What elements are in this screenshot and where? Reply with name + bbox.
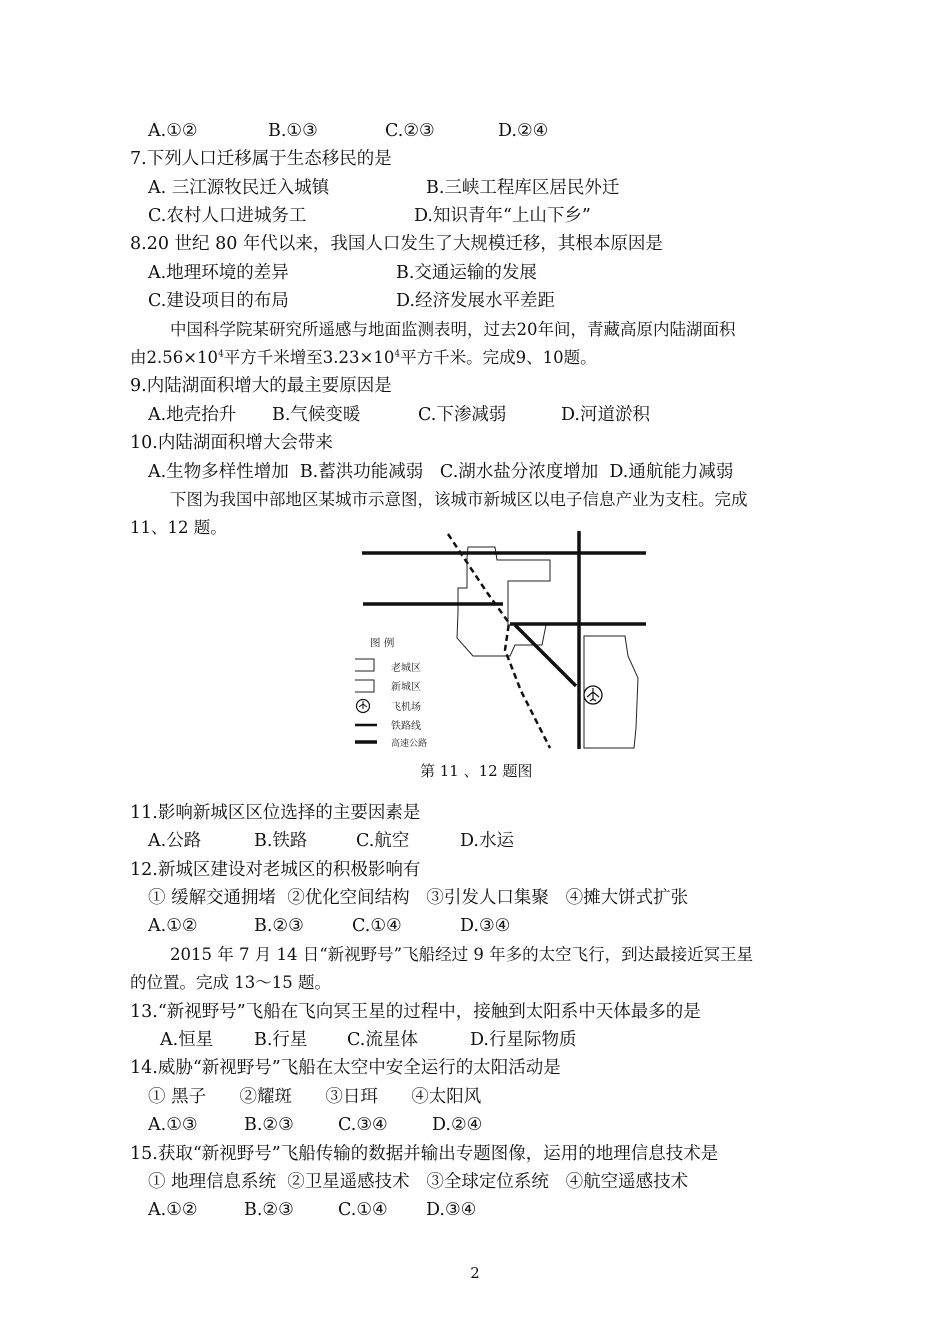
q14-option-d: D.②④ — [432, 1115, 483, 1135]
q14-option-b: B.②③ — [244, 1115, 294, 1135]
highway-line — [515, 625, 576, 686]
question-14: 14.威胁“新视野号”飞船在太空中安全运行的太阳活动是 — [130, 1058, 561, 1078]
legend-old-city-swatch — [355, 659, 374, 671]
q7-option-c: C.农村人口进城务工 — [148, 206, 307, 226]
q9-option-b: B.气候变暖 — [272, 405, 361, 425]
option-a: A.①② — [148, 121, 198, 141]
q12-option-c: C.①④ — [352, 916, 402, 936]
option-c: C.②③ — [385, 121, 435, 141]
legend-title: 图 例 — [370, 637, 395, 649]
q11-option-c: C.航空 — [356, 831, 410, 851]
q12-option-b: B.②③ — [254, 916, 304, 936]
q14-items: ① 黑子 ②耀斑 ③日珥 ④太阳风 — [148, 1087, 482, 1107]
q13-option-d: D.行星际物质 — [470, 1030, 577, 1050]
legend-railway-label: 铁路线 — [391, 721, 421, 732]
q9-option-a: A.地壳抬升 — [148, 405, 237, 425]
q7-option-b: B.三峡工程库区居民外迁 — [426, 178, 620, 198]
question-10: 10.内陆湖面积增大会带来 — [130, 433, 333, 453]
legend-airport-icon — [357, 700, 370, 713]
question-9: 9.内陆湖面积增大的最主要原因是 — [130, 376, 392, 396]
q12-option-d: D.③④ — [460, 916, 511, 936]
option-b: B.①③ — [268, 121, 318, 141]
figure-caption: 第 11 、12 题图 — [420, 762, 533, 780]
q9-option-d: D.河道淤积 — [561, 405, 650, 425]
question-15: 15.获取“新视野号”飞船传输的数据并输出专题图像，运用的地理信息技术是 — [130, 1144, 719, 1164]
q8-option-b: B.交通运输的发展 — [396, 263, 537, 283]
q8-option-d: D.经济发展水平差距 — [396, 291, 555, 311]
q15-option-d: D.③④ — [426, 1200, 477, 1220]
legend-highway-label: 高速公路 — [391, 739, 428, 749]
legend-airport-label: 飞机场 — [391, 702, 421, 713]
question-7: 7.下列人口迁移属于生态移民的是 — [130, 149, 392, 169]
q7-option-a: A. 三江源牧民迁入城镇 — [148, 178, 330, 198]
q8-option-a: A.地理环境的差异 — [148, 263, 289, 283]
q11-option-b: B.铁路 — [254, 831, 308, 851]
page-number: 2 — [470, 1264, 480, 1282]
passage-2-line-2: 11、12 题。 — [130, 518, 227, 537]
q9-option-c: C.下渗减弱 — [418, 405, 507, 425]
legend-old-city-label: 老城区 — [391, 663, 421, 674]
q13-option-a: A.恒星 — [160, 1030, 214, 1050]
q7-option-d: D.知识青年“上山下乡” — [414, 206, 591, 226]
q10-options: A.生物多样性增加 B.蓄洪功能减弱 C.湖水盐分浓度增加 D.通航能力减弱 — [148, 462, 734, 482]
passage-3-line-2: 的位置。完成 13～15 题。 — [130, 973, 331, 992]
passage-2-line-1: 下图为我国中部地区某城市示意图，该城市新城区以电子信息产业为支柱。完成 — [170, 490, 748, 509]
q14-option-a: A.①③ — [148, 1115, 198, 1135]
q13-option-b: B.行星 — [254, 1030, 308, 1050]
q11-option-d: D.水运 — [460, 831, 514, 851]
q15-items: ① 地理信息系统 ②卫星遥感技术 ③全球定位系统 ④航空遥感技术 — [148, 1172, 689, 1192]
q14-option-c: C.③④ — [338, 1115, 388, 1135]
q12-option-a: A.①② — [148, 916, 198, 936]
q8-option-c: C.建设项目的布局 — [148, 291, 289, 311]
q15-option-c: C.①④ — [338, 1200, 388, 1220]
city-map-figure — [355, 528, 655, 753]
passage-3-line-1: 2015 年 7 月 14 日“新视野号”飞船经过 9 年多的太空飞行，到达最接近冥王星 — [170, 945, 754, 964]
question-12: 12.新城区建设对老城区的积极影响有 — [130, 860, 421, 880]
question-13: 13.“新视野号”飞船在飞向冥王星的过程中，接触到太阳系中天体最多的是 — [130, 1002, 701, 1022]
airport-icon — [584, 686, 602, 704]
question-8: 8.20 世纪 80 年代以来，我国人口发生了大规模迁移，其根本原因是 — [130, 234, 663, 254]
passage-1-line-2: 由$2.56\times 10^4$平方千米增至$3.23\times 10^4$平方千米。完成9、10题。 — [130, 348, 597, 367]
passage-1-line-1: 中国科学院某研究所遥感与地面监测表明，过去20年间，青藏高原内陆湖面积 — [170, 320, 736, 339]
option-d: D.②④ — [498, 121, 549, 141]
q15-option-b: B.②③ — [244, 1200, 294, 1220]
q15-option-a: A.①② — [148, 1200, 198, 1220]
legend-new-city-label: 新城区 — [391, 682, 421, 693]
q12-items: ① 缓解交通拥堵 ②优化空间结构 ③引发人口集聚 ④摊大饼式扩张 — [148, 888, 689, 908]
q11-option-a: A.公路 — [148, 831, 202, 851]
question-11: 11.影响新城区区位选择的主要因素是 — [130, 803, 421, 823]
old-city-area — [457, 547, 550, 656]
q13-option-c: C.流星体 — [347, 1030, 418, 1050]
railway-line — [448, 534, 550, 748]
legend-new-city-swatch — [355, 680, 374, 692]
